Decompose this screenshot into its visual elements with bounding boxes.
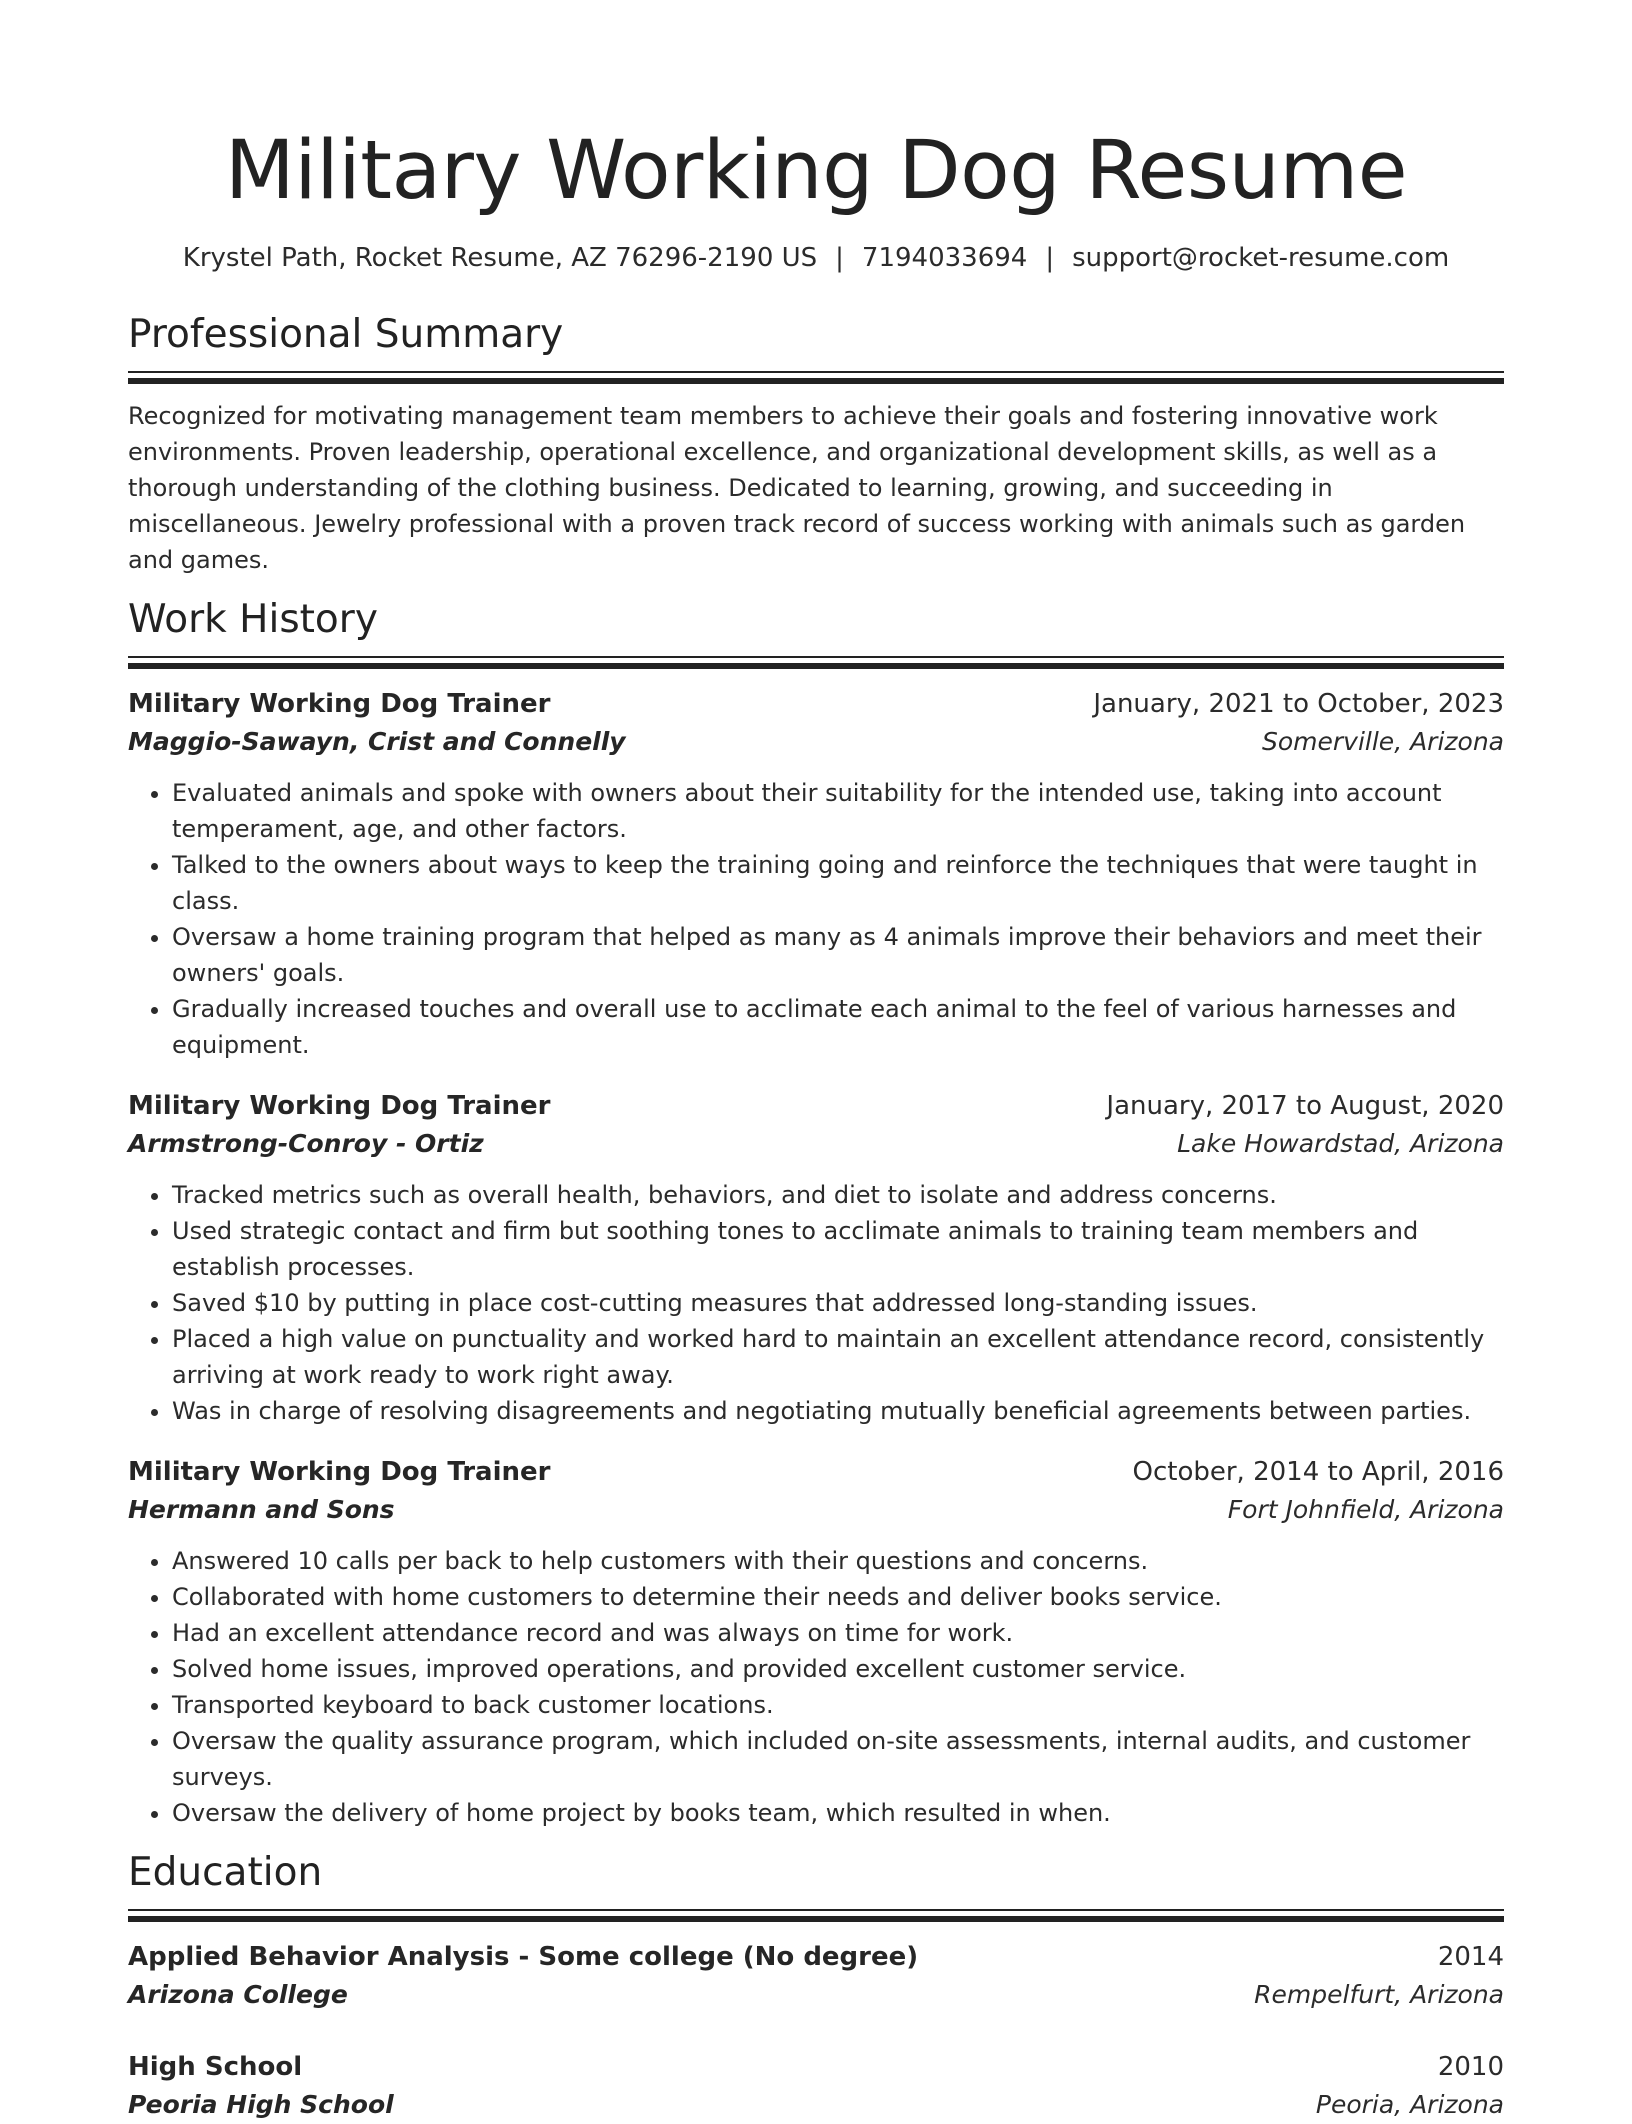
education-school: Peoria High School bbox=[128, 2090, 394, 2119]
job-bullets bbox=[128, 775, 1504, 1063]
work-history-section bbox=[128, 594, 1504, 1831]
job-bullet: • Tracked metrics such as overall health, behaviors, and diet to isolate and address concerns. bbox=[172, 1177, 1504, 1213]
job-location: Somerville, Arizona bbox=[1262, 727, 1504, 756]
job-bullet: • Oversaw a home training program that helped as many as 4 animals improve their behaviors and meet their owners' goals. bbox=[172, 919, 1504, 991]
work-history-heading: Work History bbox=[128, 597, 378, 642]
job-bullet: • Had an excellent attendance record and was always on time for work. bbox=[172, 1615, 1504, 1651]
job-location: Fort Johnfield, Arizona bbox=[1227, 1495, 1504, 1524]
education-year: 2014 bbox=[1437, 1942, 1504, 1972]
education-entry bbox=[128, 2048, 1504, 2124]
job-bullet: • Used strategic contact and firm but soothing tones to acclimate animals to training team members and establish processes. bbox=[172, 1213, 1504, 1285]
education-school: Arizona College bbox=[128, 1980, 348, 2009]
summary-heading: Professional Summary bbox=[128, 312, 564, 357]
job-bullet: • Saved $10 by putting in place cost-cutting measures that addressed long-standing issues. bbox=[172, 1285, 1504, 1321]
job-bullet: • Solved home issues, improved operations, and provided excellent customer service. bbox=[172, 1651, 1504, 1687]
section-divider bbox=[128, 1909, 1504, 1922]
education-section bbox=[128, 1847, 1504, 2124]
contact-phone: 7194033694 bbox=[861, 243, 1028, 273]
job-bullets bbox=[128, 1543, 1504, 1831]
job-bullet: • Answered 10 calls per back to help customers with their questions and concerns. bbox=[172, 1543, 1504, 1579]
job-bullets bbox=[128, 1177, 1504, 1429]
education-subheader bbox=[128, 2086, 1504, 2124]
education-header bbox=[128, 1938, 1504, 1976]
summary-section bbox=[128, 309, 1504, 578]
contact-separator: | bbox=[835, 243, 844, 273]
contact-address: Krystel Path, Rocket Resume, AZ 76296-2190 US bbox=[182, 243, 818, 273]
job-bullet: • Oversaw the delivery of home project by books team, which resulted in when. bbox=[172, 1795, 1504, 1831]
education-header bbox=[128, 2048, 1504, 2086]
job-bullet: • Placed a high value on punctuality and worked hard to maintain an excellent attendance record, consistently arriving at work ready to work right away. bbox=[172, 1321, 1504, 1393]
education-subheader bbox=[128, 1976, 1504, 2014]
job-location: Lake Howardstad, Arizona bbox=[1177, 1129, 1504, 1158]
contact-separator: | bbox=[1045, 243, 1055, 273]
job-header bbox=[128, 685, 1504, 723]
contact-line bbox=[128, 240, 1504, 276]
job-header bbox=[128, 1453, 1504, 1491]
education-location: Rempelfurt, Arizona bbox=[1254, 1980, 1504, 2009]
job-company: Hermann and Sons bbox=[128, 1495, 395, 1524]
job-subheader bbox=[128, 1491, 1504, 1529]
section-divider bbox=[128, 371, 1504, 384]
job-subheader bbox=[128, 723, 1504, 761]
education-degree: High School bbox=[128, 2052, 303, 2082]
contact-email: support@rocket-resume.com bbox=[1072, 243, 1450, 273]
education-heading: Education bbox=[128, 1850, 323, 1895]
job-title: Military Working Dog Trainer bbox=[128, 1457, 551, 1487]
education-entry bbox=[128, 1938, 1504, 2014]
job-bullet: • Talked to the owners about ways to keep the training going and reinforce the techniques that were taught in class. bbox=[172, 847, 1504, 919]
summary-text: Recognized for motivating management team members to achieve their goals and fostering innovative work environments. Proven leadership, operational excellence, and organizational development skills, as well as a thorough understanding of the clothing business. Dedicated to learning, growing, and succeeding in miscellaneous. Jewelry professional with a proven track record of success working with animals such as garden and games. bbox=[128, 402, 1466, 574]
education-year: 2010 bbox=[1437, 2052, 1504, 2082]
job-bullet: • Evaluated animals and spoke with owners about their suitability for the intended use, taking into account temperament, age, and other factors. bbox=[172, 775, 1504, 847]
job-bullet: • Was in charge of resolving disagreements and negotiating mutually beneficial agreements between parties. bbox=[172, 1393, 1504, 1429]
job-subheader bbox=[128, 1125, 1504, 1163]
job-bullet: • Collaborated with home customers to determine their needs and deliver books service. bbox=[172, 1579, 1504, 1615]
job-company: Armstrong-Conroy - Ortiz bbox=[128, 1129, 484, 1158]
education-location: Peoria, Arizona bbox=[1315, 2090, 1504, 2119]
job-bullet: • Oversaw the quality assurance program, which included on-site assessments, internal audits, and customer surveys. bbox=[172, 1723, 1504, 1795]
education-degree: Applied Behavior Analysis - Some college (No degree) bbox=[128, 1942, 919, 1972]
job-company: Maggio-Sawayn, Crist and Connelly bbox=[128, 727, 626, 756]
job-title: Military Working Dog Trainer bbox=[128, 689, 551, 719]
job-dates: January, 2017 to August, 2020 bbox=[1106, 1091, 1504, 1121]
job-dates: January, 2021 to October, 2023 bbox=[1093, 689, 1504, 719]
resume-title: Military Working Dog Resume bbox=[224, 124, 1408, 218]
job-entry bbox=[128, 1453, 1504, 1831]
job-header bbox=[128, 1087, 1504, 1125]
job-bullet: • Gradually increased touches and overall use to acclimate each animal to the feel of various harnesses and equipment. bbox=[172, 991, 1504, 1063]
job-dates: October, 2014 to April, 2016 bbox=[1132, 1457, 1504, 1487]
job-title: Military Working Dog Trainer bbox=[128, 1091, 551, 1121]
job-entry bbox=[128, 685, 1504, 1063]
job-bullet: • Transported keyboard to back customer locations. bbox=[172, 1687, 1504, 1723]
job-entry bbox=[128, 1087, 1504, 1429]
section-divider bbox=[128, 656, 1504, 669]
